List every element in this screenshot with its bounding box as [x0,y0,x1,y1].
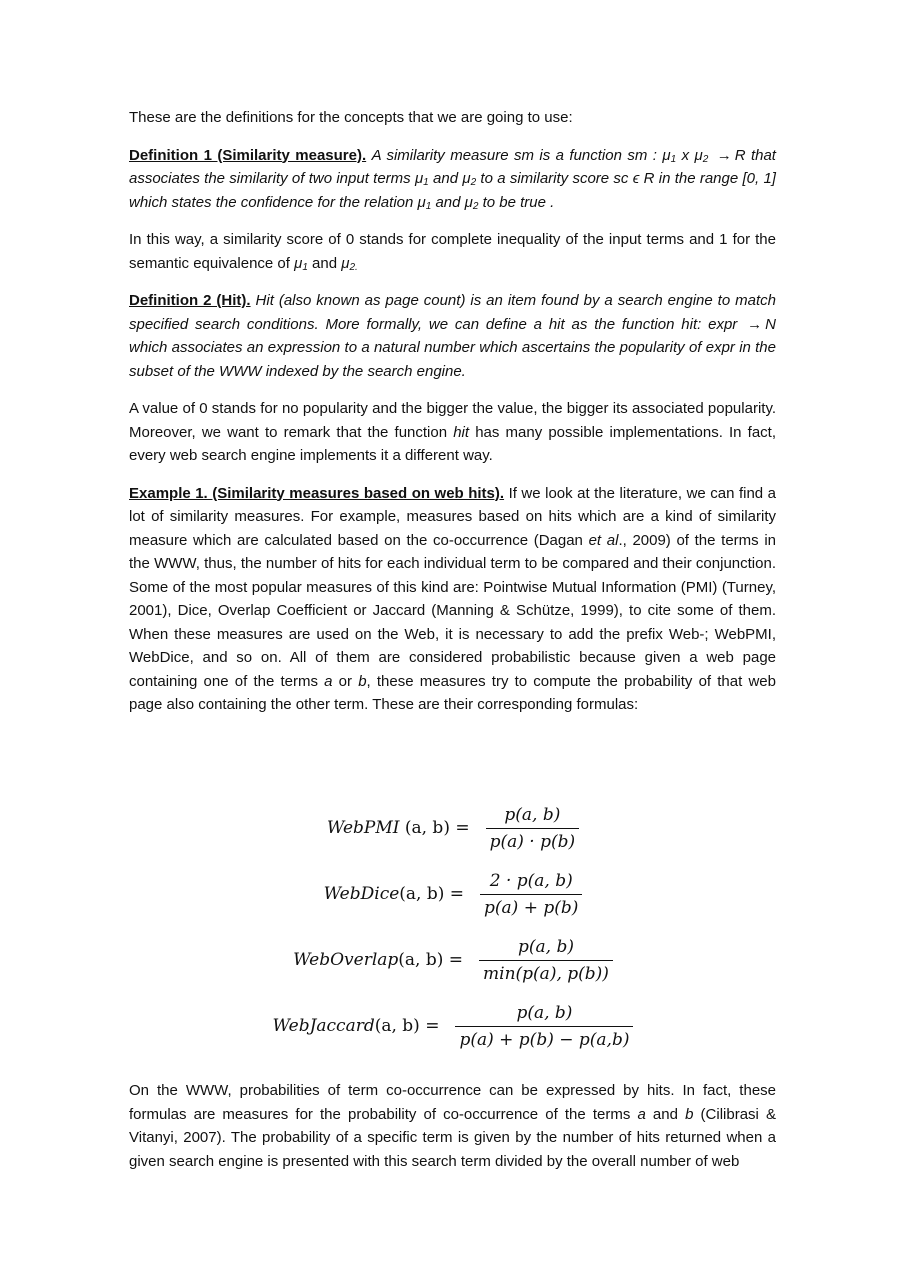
example-1: Example 1. (Similarity measures based on web hits). If we look at the literature, we can find a lot of similarity measures. For example, measures based on hits which are a kind of similarity measure which are calculated based on the co-occurrence (Dagan et al., 2009) of the terms in the WWW, thus, the number of hits for each individual term to be compared and their conjunction. Some of the most popular measures of this kind are: Pointwise Mutual Information (PMI) (Turney, 2001), Dice, Overlap Coefficient or Jaccard (Manning & Schütze, 1999), to cite some of them. When these measures are used on the Web, it is necessary to add the prefix Web-; WebPMI, WebDice, and so on. All of them are considered probabilistic because given a web page containing one of the terms a or b, these measures try to compute the probability of that web page also containing the other term. These are their corresponding formulas: [129,484,777,713]
definition-1-heading: Definition 1 (Similarity measure). [129,146,367,164]
arrow-icon: → [747,315,763,333]
similarity-score-paragraph: In this way, a similarity score of 0 stands for complete inequality of the input terms and 1 for the semantic equivalence of $\mu_1$ and $\mu_{2.}$ [129,231,776,273]
formula-weboverlap: WebOverlap(a, b) = $\frac{p(a, b)}{\min(p(a), p(b))}$ [0,927,906,993]
fraction: $\frac{p(a, b)}{p(a) \cdot p(b)}$ [486,805,580,852]
definition-2-heading: Definition 2 (Hit). [129,292,251,309]
cooccurrence-paragraph: On the WWW, probabilities of term co-occurrence can be expressed by hits. In fact, these formulas are measures for the probability of co-occurrence of the terms a and b (Cilibrasi & Vitanyi, 2007). The probability of a specific term is given by the number of hits returned when a given search engine is presented with this search term divided by the overall number of web [129,1082,776,1170]
formula-webpmi: WebPMI (a, b) = $\frac{p(a, b)}{p(a) \cdot p(b)}$ [0,795,906,861]
arrow-icon: → [716,146,732,164]
intro-paragraph: These are the definitions for the concepts that we are going to use: [129,109,573,126]
fraction: $\frac{2 \cdot p(a, b)}{p(a) + p(b)}$ [480,871,582,918]
formula-webdice: WebDice(a, b) = $\frac{2 \cdot p(a, b)}{p(a) + p(b)}$ [0,861,906,927]
example-1-heading: Example 1. (Similarity measures based on web hits). [129,484,505,502]
definition-2: Definition 2 (Hit). Hit (also known as page count) is an item found by a search engine to match specified search conditions. More formally, we can define a hit as the function hit: expr → N which associates an expression to a natural number which ascertains the popularity of expr in the subset of the WWW indexed by the search engine. [129,292,776,380]
definition-1: Definition 1 (Similarity measure). A similarity measure sm is a function sm : $\mu_1$ x $\mu_2 \to R$ that associates the similarity of two input terms $\mu_1$ and $\mu_2$ to a similarity score sc ϵ R in the range [0, 1] which states the confidence for the relation $\mu_1$ and $\mu_2$ to be true . [129,146,776,212]
formula-webjaccard: WebJaccard(a, b) = $\frac{p(a, b)}{p(a) + p(b) - p(a,b)}$ [0,993,906,1059]
popularity-paragraph: A value of 0 stands for no popularity and the bigger the value, the bigger its associated popularity. Moreover, we want to remark that the function hit has many possible implementations. In fact, every web search engine implements it a different way. [129,400,776,464]
fraction: $\frac{p(a, b)}{p(a) + p(b) - p(a,b)}$ [455,1003,633,1050]
fraction: $\frac{p(a, b)}{\min(p(a), p(b))}$ [479,937,613,984]
formula-block [0,795,906,1059]
document-body [129,106,776,731]
